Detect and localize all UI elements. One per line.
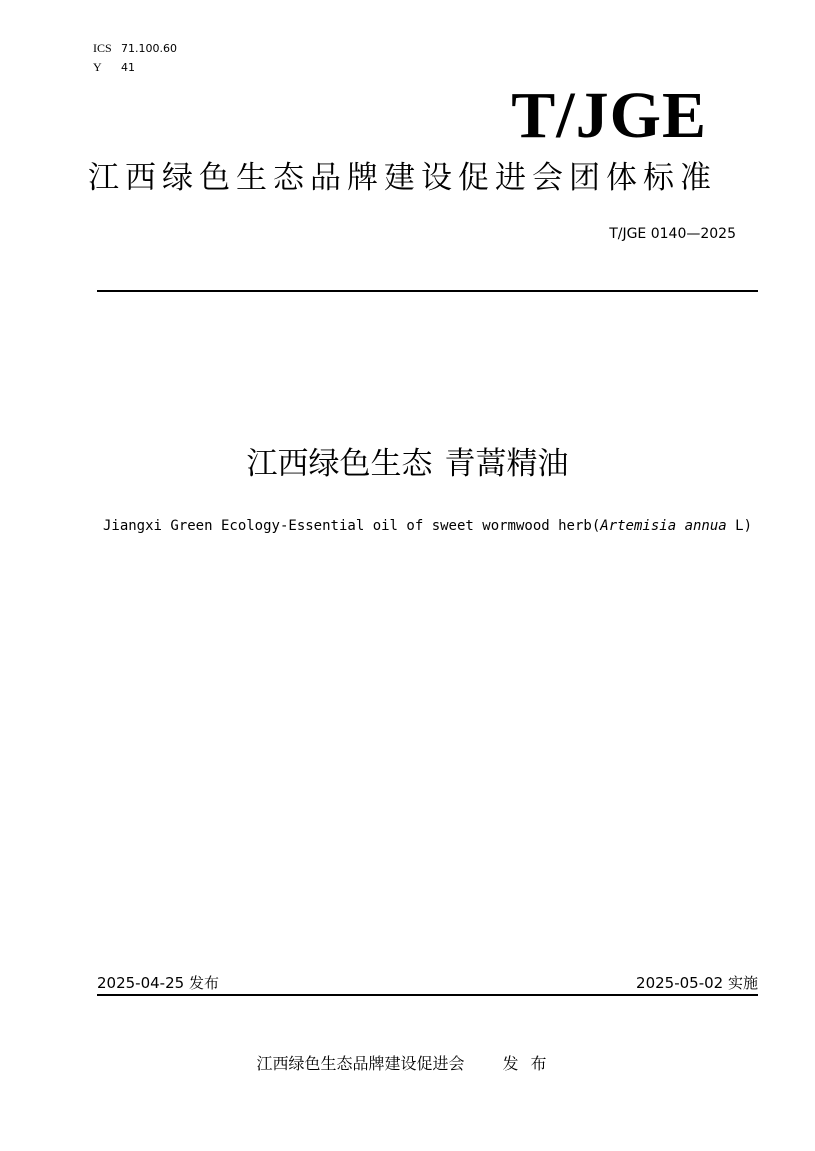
title-en (95, 515, 760, 537)
ccs-label: Y (93, 60, 102, 74)
ccs-value: 41 (121, 61, 135, 74)
ics-code (93, 41, 177, 56)
implement-date: 2025-05-02 实施 (636, 974, 758, 992)
standard-number: T/JGE 0140—2025 (609, 226, 736, 242)
footer-divider (97, 994, 758, 996)
ics-label: ICS (93, 41, 112, 55)
ccs-code (93, 60, 135, 75)
title-en-tail: L) (726, 518, 753, 534)
title-en-main: Jiangxi Green Ecology-Essential oil of sweet wormwood herb( (102, 518, 601, 534)
header-divider (97, 290, 758, 292)
publisher-line (0, 1053, 815, 1075)
publish-date: 2025-04-25 发布 (97, 974, 219, 992)
title-cn (0, 441, 815, 487)
title-cn-prefix: 江西绿色生态 (246, 446, 433, 482)
ics-value: 71.100.60 (121, 42, 177, 55)
org-code: T/JGE (511, 79, 707, 152)
title-en-genus: Artemisia (600, 518, 677, 534)
publisher-action: 发布 (502, 1054, 559, 1073)
title-en-species: annua (684, 518, 727, 534)
publisher-name: 江西绿色生态品牌建设促进会 (256, 1054, 465, 1073)
org-name: 江西绿色生态品牌建设促进会团体标准 (88, 160, 717, 196)
title-cn-product: 青蒿精油 (444, 446, 569, 482)
